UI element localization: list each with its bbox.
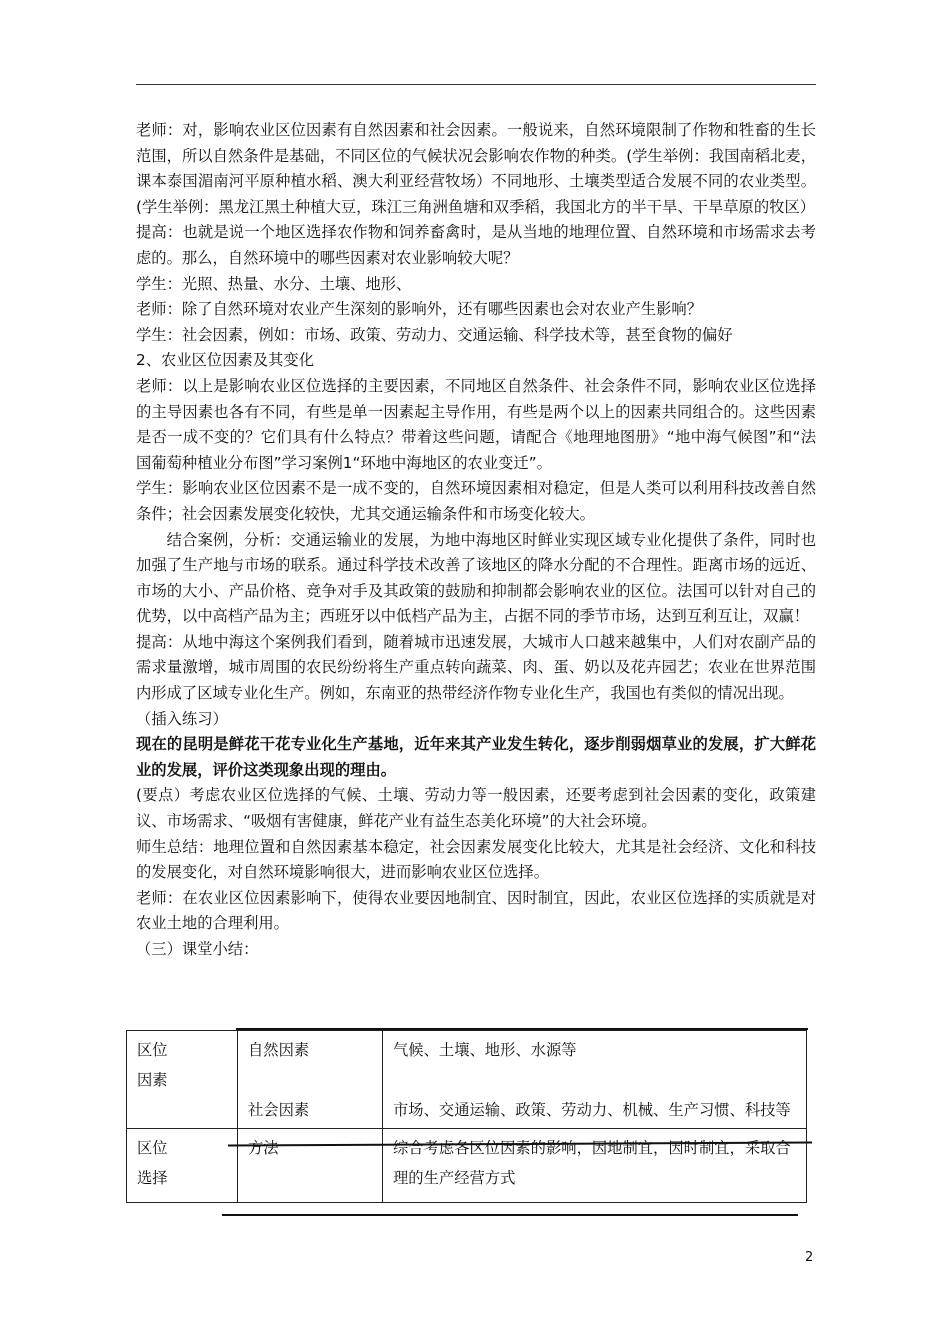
table-bottom-underline xyxy=(222,1214,798,1216)
table-row xyxy=(127,1129,807,1203)
paragraph-student-social: 学生：社会因素，例如：市场、政策、劳动力、交通运输、科学技术等，甚至食物的偏好 xyxy=(136,325,733,344)
paragraph-student-natural: 学生：光照、热量、水分、土壤、地形、 xyxy=(136,274,412,293)
paragraph-teacher-essence: 老师：在农业区位因素影响下，使得农业要因地制宜、因时制宜，因此，农业区位选择的实质就是对农业土地的合理利用。 xyxy=(136,888,816,933)
natural-factor-label: 自然因素 xyxy=(248,1041,310,1059)
table-cell-labels xyxy=(238,1129,383,1203)
page-number: 2 xyxy=(805,1250,814,1265)
paragraph-summary: 师生总结：地理位置和自然因素基本稳定，社会因素发展变化比较大，尤其是社会经济、文化和科技的发展变化，对自然环境影响很大，进而影响农业区位选择。 xyxy=(136,837,816,882)
paragraph-student-change: 学生：影响农业区位因素不是一成不变的，自然环境因素相对稳定，但是人类可以利用科技改善自然条件；社会因素发展变化较快，尤其交通运输条件和市场变化较大。 xyxy=(136,479,816,523)
natural-factor-value: 气候、土壤、地形、水源等 xyxy=(393,1041,577,1059)
social-factor-label: 社会因素 xyxy=(248,1101,310,1119)
paragraph-exercise-question: 现在的昆明是鲜花干花专业化生产基地，近年来其产业发生转化，逐步削弱烟草业的发展，扩大鲜花业的发展，评价这类现象出现的理由。 xyxy=(136,735,816,779)
paragraph-raise-mediterranean: 提高：从地中海这个案例我们看到，随着城市迅速发展，大城市人口越来越集中，人们对农副产品的需求量激增，城市周围的农民纷纷将生产重点转向蔬菜、肉、蛋、奶以及花卉园艺；农业在世界范围内形成了区域专业化生产。例如，东南亚的热带经济作物专业化生产，我国也有类似的情况出现。 xyxy=(136,632,816,703)
summary-table xyxy=(126,1030,807,1203)
table-cell-head xyxy=(127,1129,238,1203)
table-cell-values xyxy=(383,1129,807,1203)
table-top-overline xyxy=(236,1028,808,1030)
section-heading-3: （三）课堂小结： xyxy=(136,940,259,958)
social-factor-value: 市场、交通运输、政策、劳动力、机械、生产习惯、科技等 xyxy=(393,1101,791,1119)
paragraph-insert-exercise: （插入练习） xyxy=(136,709,228,728)
table-cell-labels xyxy=(238,1031,383,1129)
method-label: 方法 xyxy=(248,1139,279,1157)
table-row xyxy=(127,1031,807,1129)
method-value: 综合考虑各区位因素的影响，因地制宜，因时制宜，采取合理的生产经营方式 xyxy=(393,1139,791,1187)
row-head-location-choice: 区位选择 xyxy=(137,1139,168,1187)
header-rule xyxy=(136,84,816,85)
paragraph-case-analysis: 结合案例，分析：交通运输业的发展，为地中海地区时鲜业实现区域专业化提供了条件，同时也加强了生产地与市场的联系。通过科学技术改善了该地区的降水分配的不合理性。距离市场的远近、市场的大小、产品价格、竞争对手及其政策的鼓励和抑制都会影响农业的区位。法国可以针对自己的优势，以中高档产品为主；西班牙以中低档产品为主，占据不同的季节市场，达到互利互让，双赢！ xyxy=(136,530,816,626)
section-heading-2: 2、农业区位因素及其变化 xyxy=(136,351,314,370)
table-cell-values xyxy=(383,1031,807,1129)
row-head-location-factors: 区位因素 xyxy=(137,1041,168,1089)
document-body xyxy=(136,118,816,963)
paragraph-key-points: (要点）考虑农业区位选择的气候、土壤、劳动力等一般因素，还要考虑到社会因素的变化，政策建议、市场需求、“吸烟有害健康，鲜花产业有益生态美化环境”的大社会环境。 xyxy=(136,786,816,831)
paragraph-teacher-factors: 老师：对，影响农业区位因素有自然因素和社会因素。一般说来，自然环境限制了作物和牲畜的生长范围，所以自然条件是基础，不同区位的气候状况会影响农作物的种类。(学生举例：我国南稻北麦，课本泰国湄南河平原种植水稻、澳大利亚经营牧场）不同地形、土壤类型适合发展不同的农业类型。(学生举例：黑龙江黑土种植大豆，珠江三角洲鱼塘和双季稻，我国北方的半干旱、干旱草原的牧区） xyxy=(136,121,816,216)
paragraph-teacher-other: 老师：除了自然环境对农业产生深刻的影响外，还有哪些因素也会对农业产生影响？ xyxy=(136,300,702,319)
table-cell-head xyxy=(127,1031,238,1129)
paragraph-raise-question: 提高：也就是说一个地区选择农作物和饲养畜禽时，是从当地的地理位置、自然环境和市场需求去考虑的。那么，自然环境中的哪些因素对农业影响较大呢？ xyxy=(136,223,816,267)
paragraph-teacher-main-factors: 老师：以上是影响农业区位选择的主要因素，不同地区自然条件、社会条件不同，影响农业区位选择的主导因素也各有不同，有些是单一因素起主导作用，有些是两个以上的因素共同组合的。这些因素是否一成不变的？它们具有什么特点？带着这些问题，请配合《地理地图册》“地中海气候图”和“法国葡萄种植业分布图”学习案例1“环地中海地区的农业变迁”。 xyxy=(136,376,816,472)
